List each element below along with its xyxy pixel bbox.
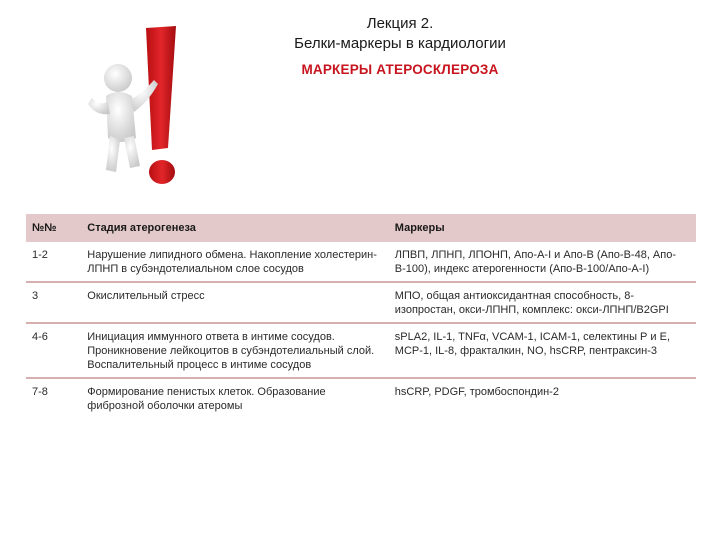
lecture-title: Лекция 2. xyxy=(366,15,434,32)
row-stage: Окислительный стресс xyxy=(81,282,389,323)
markers-table xyxy=(26,214,696,418)
row-stage: Формирование пенистых клеток. Образование фиброзной оболочки атеромы xyxy=(87,386,326,412)
table-row xyxy=(26,323,696,378)
table-header-row xyxy=(26,214,696,242)
row-markers: МПО, общая антиоксидантная способность, 8-изопростан, окси-ЛПНП, комплекс: окси-ЛПНП/В2GPI xyxy=(389,282,696,323)
row-number: 3 xyxy=(26,282,81,323)
row-markers: sPLA2, IL-1, TNFα, VCAM-1, ICAM-1, селектины Р и Е, MCP-1, IL-8, фракталкин, NO, hsCRP, пентраксин-3 xyxy=(389,323,696,378)
row-number: 1-2 xyxy=(26,242,81,282)
row-markers: ЛПВП, ЛПНП, ЛПОНП, Апо-А-I и Апо-В (Апо-В-48, Апо-В-100), индекс атерогенности (Апо-В-100/Апо-А-I) xyxy=(389,242,696,282)
row-stage: Инициация иммунного ответа в интиме сосудов. Проникновение лейкоцитов в субэндотелиальный слой. Воспалительный процесс в интиме сосудов xyxy=(81,323,389,378)
lecture-topic: Белки-маркеры в кардиологии xyxy=(294,35,506,52)
section-subtitle: МАРКЕРЫ АТЕРОСКЛЕРОЗА xyxy=(301,62,499,77)
row-number: 7-8 xyxy=(32,386,48,398)
row-markers: hsCRP, PDGF, тромбоспондин-2 xyxy=(394,386,559,398)
table-row xyxy=(26,378,696,418)
person-with-exclamation-icon xyxy=(80,20,200,190)
row-stage: Нарушение липидного обмена. Накопление холестерин-ЛПНП в субэндотелиальном слое сосудов xyxy=(81,242,389,282)
table-row xyxy=(26,242,696,282)
row-number: 4-6 xyxy=(26,323,81,378)
column-header-markers: Маркеры xyxy=(389,214,696,242)
header xyxy=(250,14,550,77)
column-header-number: №№ xyxy=(26,214,81,242)
table-row xyxy=(26,282,696,323)
column-header-stage: Стадия атерогенеза xyxy=(81,214,389,242)
